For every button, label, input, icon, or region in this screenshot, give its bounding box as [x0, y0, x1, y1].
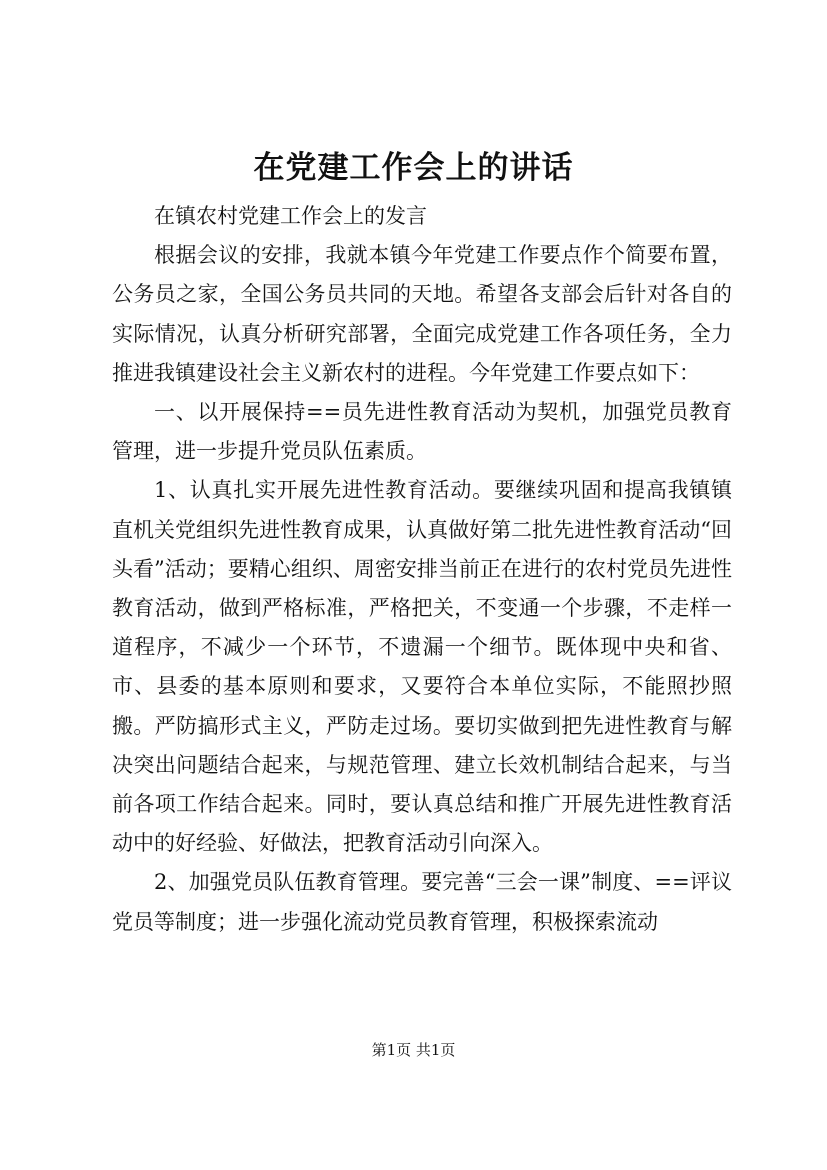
item-2-paragraph: 2、加强党员队伍教育管理。要完善“三会一课”制度、==评议党员等制度；进一步强化流动党员教育管理，积极探索流动 [112, 870, 732, 934]
item-1-paragraph: 1、认真扎实开展先进性教育活动。要继续巩固和提高我镇镇直机关党组织先进性教育成果，认真做好第二批先进性教育活动“回头看”活动；要精心组织、周密安排当前正在进行的农村党员先进性教育活动，做到严格标准，严格把关，不变通一个步骤，不走样一道程序，不减少一个环节，不遗漏一个细节。既体现中央和省、市、县委的基本原则和要求，又要符合本单位实际，不能照抄照搬。严防搞形式主义，严防走过场。要切实做到把先进性教育与解决突出问题结合起来，与规范管理、建立长效机制结合起来，与当前各项工作结合起来。同时，要认真总结和推广开展先进性教育活动中的好经验、好做法，把教育活动引向深入。 [112, 478, 732, 856]
page-footer: 第1页 共1页 [371, 1041, 456, 1059]
intro-paragraph: 根据会议的安排，我就本镇今年党建工作要点作个简要布置，公务员之家，全国公务员共同的天地。希望各支部会后针对各自的实际情况，认真分析研究部署，全面完成党建工作各项任务，全力推进我镇建设社会主义新农村的进程。今年党建工作要点如下： [112, 243, 732, 385]
document-title: 在党建工作会上的讲话 [253, 150, 574, 186]
subtitle-paragraph: 在镇农村党建工作会上的发言 [154, 204, 427, 228]
document-body [112, 197, 732, 942]
section-heading-paragraph: 一、以开展保持==员先进性教育活动为契机，加强党员教育管理，进一步提升党员队伍素质。 [112, 400, 732, 464]
